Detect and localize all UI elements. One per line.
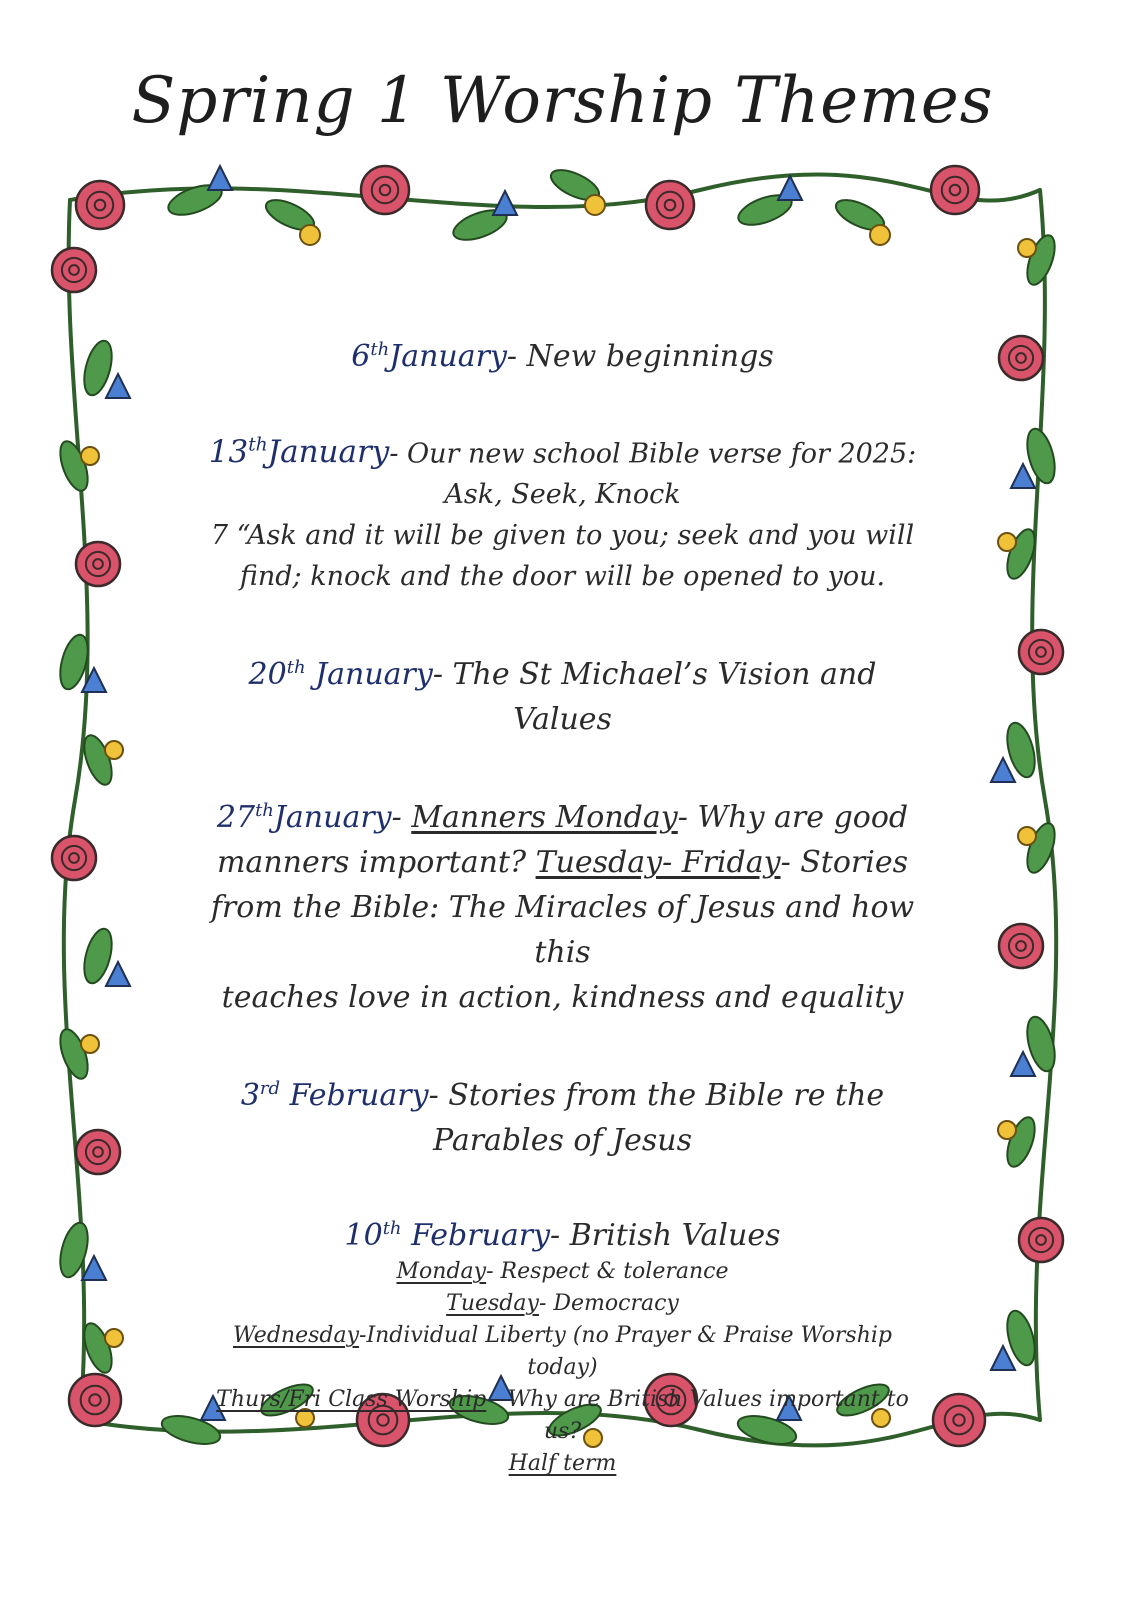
half-term-label: Half term: [508, 1451, 617, 1477]
entry-date: 6thJanuary: [351, 339, 507, 374]
entry-line: from the Bible: The Miracles of Jesus and how this: [210, 890, 915, 971]
theme-entry-5: [185, 1066, 940, 1163]
theme-entry-4: 27thJanuary- Manners Monday- Why are good manners important? Tuesday- Friday- Stories from the Bible: The Miracles of Jesus and how this teaches love in action, kindness and equality: [185, 788, 940, 1020]
weekday-list: [185, 1256, 940, 1480]
entry-date: 27thJanuary: [216, 800, 392, 836]
worship-themes-list: [185, 328, 940, 1480]
page-title: Spring 1 Worship Themes: [131, 64, 994, 138]
weekday-item: Wednesday-Individual Liberty (no Prayer & Praise Worship: [232, 1323, 893, 1349]
weekday-item: us?: [543, 1419, 582, 1445]
weekday-item: Thurs/Fri Class Worship - Why are British Values important to: [216, 1387, 909, 1413]
theme-entry-2: [185, 425, 940, 597]
entry-line: Ask, Seek, Knock: [444, 479, 681, 511]
entry-line: teaches love in action, kindness and equality: [221, 980, 904, 1016]
underlined-label: Manners Monday: [411, 800, 678, 836]
entry-date: 10th February: [344, 1218, 551, 1254]
underlined-label: Tuesday- Friday: [535, 845, 781, 881]
weekday-item: today): [527, 1355, 598, 1381]
theme-entry-1: [185, 328, 940, 379]
weekday-item: Tuesday- Democracy: [446, 1291, 679, 1317]
entry-theme: - New beginnings: [506, 339, 774, 374]
entry-date: 3rd February: [240, 1078, 429, 1114]
entry-line: Values: [513, 702, 612, 738]
entry-theme: - Stories from the Bible re the: [428, 1078, 885, 1114]
entry-theme: - British Values: [550, 1218, 781, 1254]
entry-line: Parables of Jesus: [432, 1123, 693, 1159]
theme-entry-3: [185, 645, 940, 742]
entry-date: 20th January: [248, 657, 433, 693]
entry-line: find; knock and the door will be opened to you.: [239, 561, 886, 593]
entry-date: 13thJanuary: [208, 434, 390, 471]
entry-theme: - Our new school Bible verse for 2025:: [389, 438, 917, 470]
entry-theme: - The St Michael’s Vision and: [432, 657, 877, 693]
weekday-item: Monday- Respect & tolerance: [396, 1259, 729, 1285]
entry-line: 7 “Ask and it will be given to you; seek and you will: [210, 520, 915, 552]
theme-entry-6: [185, 1209, 940, 1480]
